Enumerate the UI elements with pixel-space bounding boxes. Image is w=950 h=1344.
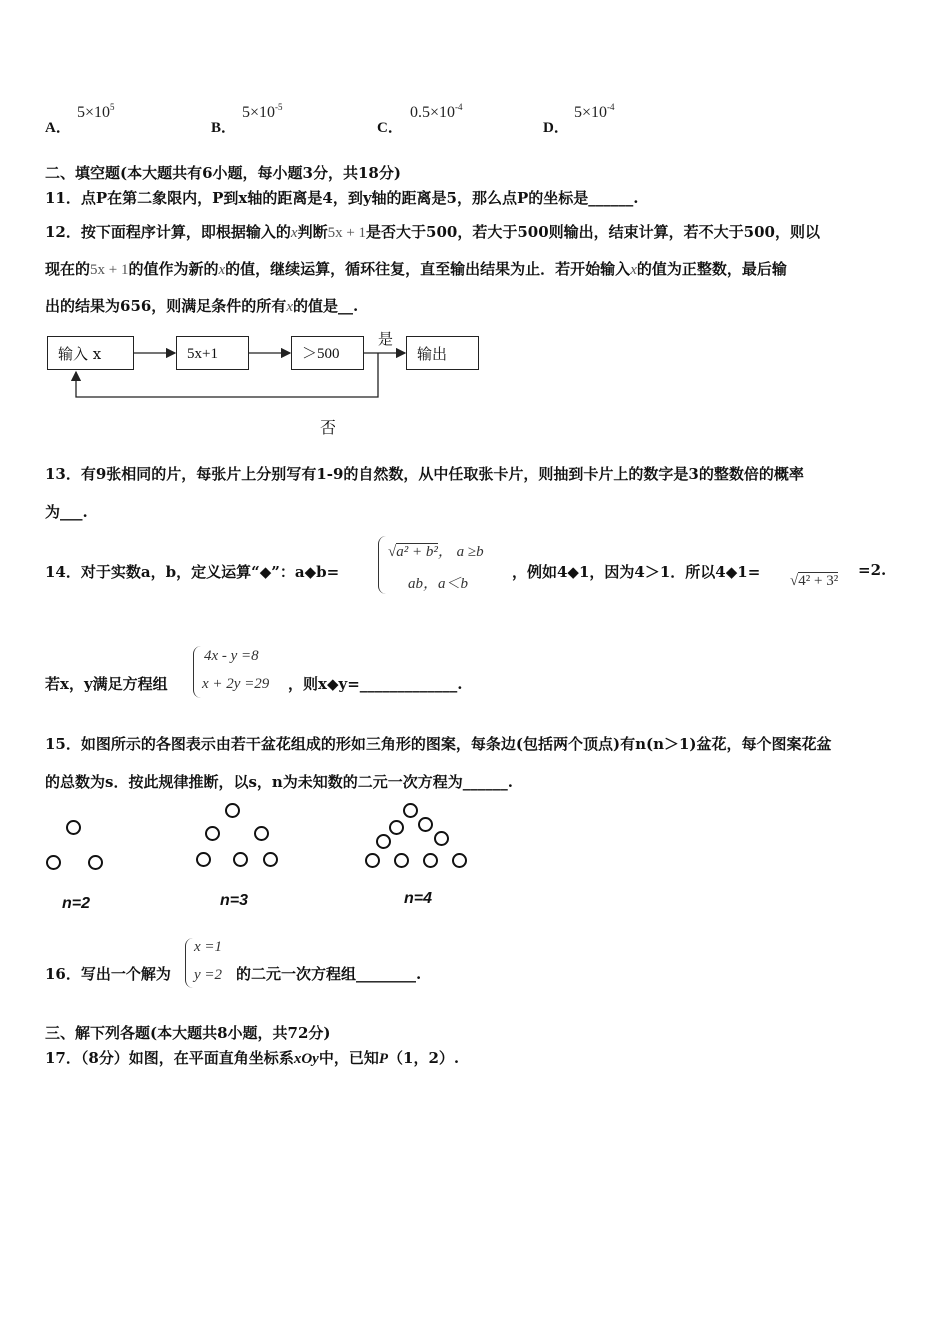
- flower-pot: [434, 831, 449, 846]
- section-3-heading: 三、解下列各题(本大题共8小题，共72分): [45, 1024, 331, 1042]
- flow-output-box: 输出: [406, 336, 479, 370]
- flower-pot: [452, 853, 467, 868]
- system-equation-2: x + 2y =29: [202, 676, 270, 692]
- question-13-line-1: 13．有9张相同的片，每张片上分别写有1-9的自然数，从中任取张卡片，则抽到卡片上的数字是3的整数倍的概率: [45, 465, 804, 483]
- option-d-label: D．: [543, 120, 569, 136]
- flow-calc-box: 5x+1: [176, 336, 249, 370]
- pattern-label-n4: n=4: [404, 890, 433, 907]
- system-equation-1: 4x - y =8: [204, 648, 259, 664]
- option-b-value: $5\times 10^{-5}$: [242, 102, 283, 121]
- question-12-line-1: 12．按下面程序计算，即根据输入的x判断5x + 1是否大于500，若大于500则输出，结束计算，若不大于500，则以: [45, 223, 820, 241]
- example-result: =2.: [858, 561, 887, 579]
- piecewise-case-1: √a² + b²， a ≥b: [388, 544, 484, 560]
- piecewise-case-2: ab，a＜b: [408, 576, 469, 592]
- flower-pot: [394, 853, 409, 868]
- option-c-value: $0.5\times 10^{-4}$: [410, 102, 463, 121]
- option-b-label: B．: [211, 120, 237, 136]
- flower-pot: [389, 820, 404, 835]
- section-2-heading: 二、填空题(本大题共有6小题，每小题3分，共18分): [45, 164, 401, 182]
- piecewise-brace: [378, 536, 386, 594]
- flower-pot: [365, 853, 380, 868]
- question-15-line-2: 的总数为s．按此规律推断，以s，n为未知数的二元一次方程为______.: [45, 773, 514, 791]
- flower-pot: [376, 834, 391, 849]
- flower-pot: [225, 803, 240, 818]
- flower-pot: [418, 817, 433, 832]
- option-a-value: $5\times 10^5$: [77, 102, 115, 121]
- flow-condition-box: ＞500: [291, 336, 364, 370]
- question-16-intro: 16．写出一个解为: [45, 965, 171, 983]
- option-a-label: A．: [45, 120, 71, 136]
- question-15-line-1: 15．如图所示的各图表示由若干盆花组成的形如三角形的图案，每条边(包括两个顶点)有n(n＞1)盆花，每个图案花盆: [45, 735, 832, 753]
- option-d-value: $5\times 10^{-4}$: [574, 102, 615, 121]
- flow-no-label: 否: [320, 418, 337, 437]
- flower-pot: [233, 852, 248, 867]
- question-12-line-3: 出的结果为656，则满足条件的所有x的值是__.: [45, 297, 359, 315]
- flower-pot: [263, 852, 278, 867]
- flower-pot: [423, 853, 438, 868]
- solution-equation-2: y =2: [194, 967, 223, 983]
- flow-arrows: [0, 0, 950, 420]
- question-14-system-intro: 若x，y满足方程组: [45, 675, 168, 693]
- solution-equation-1: x =1: [194, 939, 223, 955]
- flower-pot: [196, 852, 211, 867]
- question-14-intro: 14．对于实数a，b，定义运算“◆”：a◆b=: [45, 563, 340, 581]
- pattern-label-n3: n=3: [220, 892, 249, 909]
- question-12-line-2: 现在的5x + 1的值作为新的x的值，继续运算，循环往复，直至输出结果为止．若开始输入x的值为正整数，最后输: [45, 260, 787, 278]
- solution-brace: [185, 938, 193, 988]
- flower-pot: [66, 820, 81, 835]
- flower-pot: [46, 855, 61, 870]
- question-17: 17．（8分）如图，在平面直角坐标系xOy中，已知P（1，2）.: [45, 1049, 460, 1067]
- flower-pot: [403, 803, 418, 818]
- flow-yes-label: 是: [378, 330, 394, 348]
- question-14-tail: ，则x◆y=_____________.: [288, 675, 463, 693]
- option-c-label: C．: [377, 120, 403, 136]
- question-11: 11．点P在第二象限内，P到x轴的距离是4，到y轴的距离是5，那么点P的坐标是______.: [45, 189, 639, 207]
- flow-input-box: 输入 x: [47, 336, 134, 370]
- flower-pot: [88, 855, 103, 870]
- question-13-line-2: 为___.: [45, 503, 88, 521]
- question-14-example: ，例如4◆1，因为4＞1．所以4◆1=: [512, 563, 761, 581]
- flower-pot: [254, 826, 269, 841]
- flower-pot: [205, 826, 220, 841]
- question-16-tail: 的二元一次方程组________.: [236, 965, 422, 983]
- system-brace: [193, 646, 201, 698]
- example-radical: √4² + 3²: [790, 573, 839, 589]
- pattern-label-n2: n=2: [62, 895, 91, 912]
